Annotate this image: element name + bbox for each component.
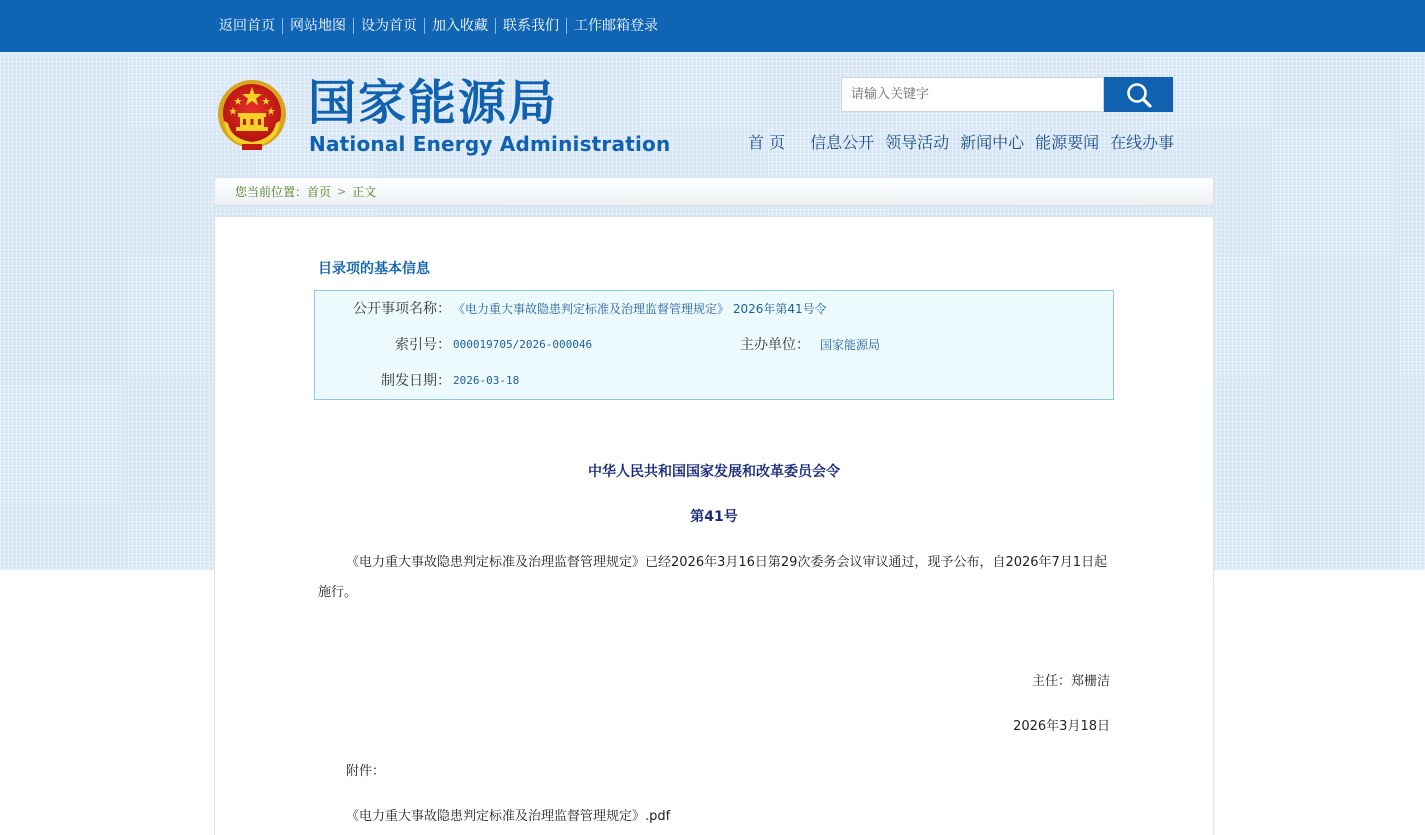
document-date: 2026年3月18日 — [1013, 719, 1110, 734]
main-nav — [740, 131, 1174, 155]
breadcrumb-current: 正文 — [352, 185, 377, 199]
nav-online-services[interactable]: 在线办事 — [1110, 133, 1175, 152]
top-link-sitemap[interactable]: 网站地图 — [282, 18, 353, 34]
breadcrumb-prefix: 您当前位置： — [235, 185, 308, 199]
top-link-set-homepage[interactable]: 设为首页 — [353, 18, 424, 34]
top-bar — [0, 0, 1425, 52]
search-icon — [1125, 81, 1153, 109]
attachment-link[interactable]: 《电力重大事故隐患判定标准及治理监督管理规定》.pdf — [346, 809, 671, 824]
info-date-label: 制发日期： — [381, 373, 451, 389]
document-heading: 中华人民共和国国家发展和改革委员会令 — [588, 464, 840, 480]
info-name-value: 《电力重大事故隐患判定标准及治理监督管理规定》 2026年第41号令 — [453, 302, 827, 316]
search-input[interactable] — [841, 77, 1104, 112]
national-emblem-icon[interactable] — [216, 77, 288, 153]
site-name-en[interactable]: National Energy Administration — [309, 132, 671, 156]
info-section-title: 目录项的基本信息 — [318, 261, 430, 277]
site-name-cn[interactable]: 国家能源局 — [308, 75, 559, 131]
chevron-right-icon: > — [337, 185, 347, 198]
top-link-contact[interactable]: 联系我们 — [495, 18, 566, 34]
top-link-add-favorite[interactable]: 加入收藏 — [424, 18, 495, 34]
top-link-home[interactable]: 返回首页 — [219, 18, 275, 34]
breadcrumb-home[interactable]: 首页 — [307, 185, 332, 199]
nav-info-disclosure[interactable]: 信息公开 — [810, 133, 875, 152]
nav-home[interactable]: 首 页 — [748, 133, 786, 152]
info-name-label: 公开事项名称： — [353, 301, 451, 317]
info-box — [314, 290, 1114, 400]
breadcrumb — [214, 177, 1214, 206]
info-org-value: 国家能源局 — [820, 338, 881, 352]
top-links — [212, 0, 665, 52]
document-number: 第41号 — [690, 509, 738, 525]
info-index-value: 000019705/2026-000046 — [453, 338, 593, 351]
info-index-label: 索引号： — [395, 337, 451, 353]
info-org-label: 主办单位： — [740, 337, 810, 353]
top-link-email-login[interactable]: 工作邮箱登录 — [566, 18, 665, 34]
info-date-value: 2026-03-18 — [453, 374, 520, 387]
nav-news-center[interactable]: 新闻中心 — [960, 133, 1025, 152]
nav-leadership[interactable]: 领导活动 — [885, 133, 950, 152]
document-signer: 主任：郑栅洁 — [1031, 674, 1110, 689]
nav-energy-news[interactable]: 能源要闻 — [1035, 133, 1100, 152]
search-button[interactable] — [1104, 77, 1173, 112]
attachment-label: 附件： — [346, 764, 386, 779]
document-body: 《电力重大事故隐患判定标准及治理监督管理规定》已经2026年3月16日第29次委务会议审议通过，现予公布，自2026年7月1日起施行。 — [318, 555, 1108, 600]
